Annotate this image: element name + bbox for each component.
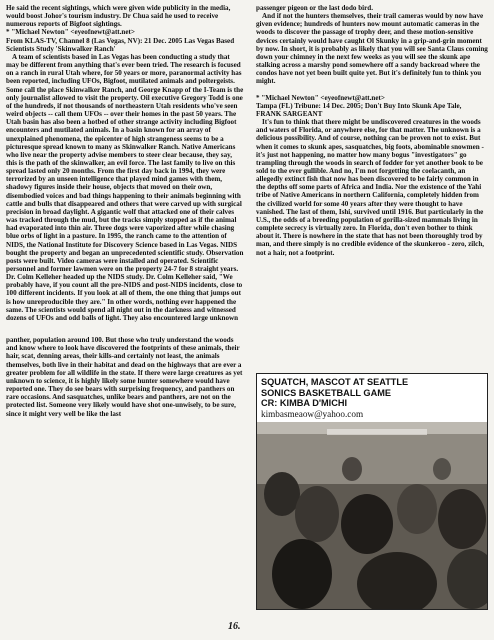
article-byline: * "Michael Newton" <eyeofnewt@att.net>	[256, 93, 385, 102]
article-byline: * "Michael Newton" <eyeofnewt@att.net>	[6, 28, 135, 37]
article-intro-paragraph: passenger pigeon or the last dodo bird.	[256, 4, 373, 12]
article-continued: panther, population around 100. But those who truly understand the woods and know where to look have discovered the footprints of these animals, their hair, scat, denning areas, their kills-and certainly not least, the animals themselves, both live in their habitat and dead on the highways that are ever a greater problem for all wildlife in the state. If there were large creatures as yet unknown to science, it is highly likely some hunter somewhere would have reported one. They do see bears with surprising frequency, and panthers on rare occasions. And sasquatches, unlike bears and panthers, are not on the protected list. Someone very likely would have shot one-unwisely, to be sure, since it might very well be like the last	[6, 336, 243, 418]
article-body: It's fun to think that there might be undiscovered creatures in the woods and waters of Florida, or anywhere else, for that matter. The unknown is a delicious possibility. And of course, nothing can be proven not to exist. But when it comes to skunk apes, sasquatches, big foots, abominable snowmen - it's just not happening, no matter how many bogus "investigators" go trampling through the woods in search of fodder for yet another book to be sold to the ever gullible. And no, I'm not forgetting the coelacanth, an allegedly extinct fish that now has been discovered to be fairly common in the depths off some parts of Africa and India. Nor the existence of the Yahi tribe of Native Americans in northern California, completely hidden from the civilized world for some 40 years after they were thought to have vanished. The last of them, Ishi, survived until 1916. But particularly in the U.S., the odds of a breeding population of gorilla-sized mammals living in complete secrecy is virtually zero. In Florida, don't even bother to think about it. There is nowhere in the state that has not been thoroughly trod by man, and there simply is no credible evidence of the skunkeroo - zero, zilch, not a hair, not a footprint.	[256, 118, 485, 257]
page-number: 16.	[228, 621, 241, 632]
caption-title-line: SQUATCH, MASCOT AT SEATTLE	[261, 377, 409, 387]
mascot-photo	[256, 373, 488, 610]
caption-title-line: SONICS BASKETBALL GAME	[261, 387, 391, 398]
photo-caption	[257, 374, 487, 422]
article-source: Tampa (FL) Tribune: 14 Dec. 2005; Don't Buy Into Skunk Ape Tale, FRANK SARGEANT	[256, 101, 462, 118]
article-source: From KLAS-TV, Channel 8 (Las Vegas, NV): 21 Dec. 2005 Las Vegas Based Scientists Study 'Skinwalker Ranch'	[6, 36, 235, 53]
article-paragraph: And if not the hunters themselves, their trail cameras would by now have given evidence; hundreds of hunters now mount automatic cameras in the woods to discover the passage of trophy deer, and these motion-sensitive devices certainly would have caught Ol Skunky in a grip-and-grin moment by now. In short, it is probably as likely that you will see Santa Claus coming down your chimney in the next few weeks as you will see the skunk ape stalking across a marshy pond somewhere off a sandy backroad where the condos have not yet been built quite yet. But it's definitely fun to think you might.	[256, 12, 488, 86]
right-column	[256, 4, 488, 257]
caption-credit: CR: KIMBA D'MICHI	[261, 398, 348, 408]
caption-email: kimbasmeaow@yahoo.com	[261, 408, 364, 419]
article-body: A team of scientists based in Las Vegas has been conducting a study that may be different from anything that's ever been tried. The research is focused on a ranch in rural Utah where, for 50 years or more, paranormal activity has been reported, including UFOs, Bigfoot, mutilated animals and poltergeists. Some call the place Skinwalker Ranch, and George Knapp of the I-Team is the only journalist allowed to visit the property. Oil executive Gregory Todd is one of the hundreds, if not thousands of northeastern Utah residents who've seen weird objects -- call them UFOs -- over their homes in the past 50 years. The Utah basin has also been a hotbed of other strange activity including Bigfoot encounters and mutilated animals. In a basin known for an array of unexplained phenomena, the epicenter of high strangeness seems to be a picturesque spread known to many as Skinwalker Ranch. Native Americans who live near the property advise members to steer clear because, they say, this is the path of the skinwalker, an evil force. The last family to live on this spread lasted only 20 months. From the first day back in 1994, they were terrorized by an unseen intelligence that played mind games with them, shadowy figures inside their house, objects that moved on their own, disembodied voices and bad things happening to their animals beginning with cattle and bulls that disappeared and others that were carved up with surgical precision in broad daylight. A gigantic wolf that attacked one of their calves was tracked through the mud, but the tracks simply stopped as if the animal had evaporated into thin air. Three dogs were vaporized after while chasing blue orbs of light in a pasture. In 1995, the ranch came to the attention of NIDS, the National Institute for Discovery Science based in Las Vegas. NIDS bought the property and began an unprecedented scientific study. Observation posts were built. Video cameras were installed and operated. Scientific personnel and former lawmen were on the property 24-7 for 8 straight years. Dr. Colm Kelleher headed up the NIDS study. Dr. Colm Kelleher said, "We probably have, if you count all the pre-NIDS and post-NIDS incidents, close to 100 different incidents. If you look at all of them, the one thing that jumps out is how unreproducible they are." In other words, nothing ever happened the same. The scientists would spend all night out in the darkness and witnessed dozens of UFOs and odd balls of light. They also encountered large unknown	[6, 52, 244, 322]
article-intro-paragraph: He said the recent sightings, which were given wide publicity in the media, would boost Johor's tourism industry. Dr Chua said he used to receive numerous reports of Bigfoot sightings.	[6, 4, 231, 29]
left-column	[6, 4, 244, 418]
